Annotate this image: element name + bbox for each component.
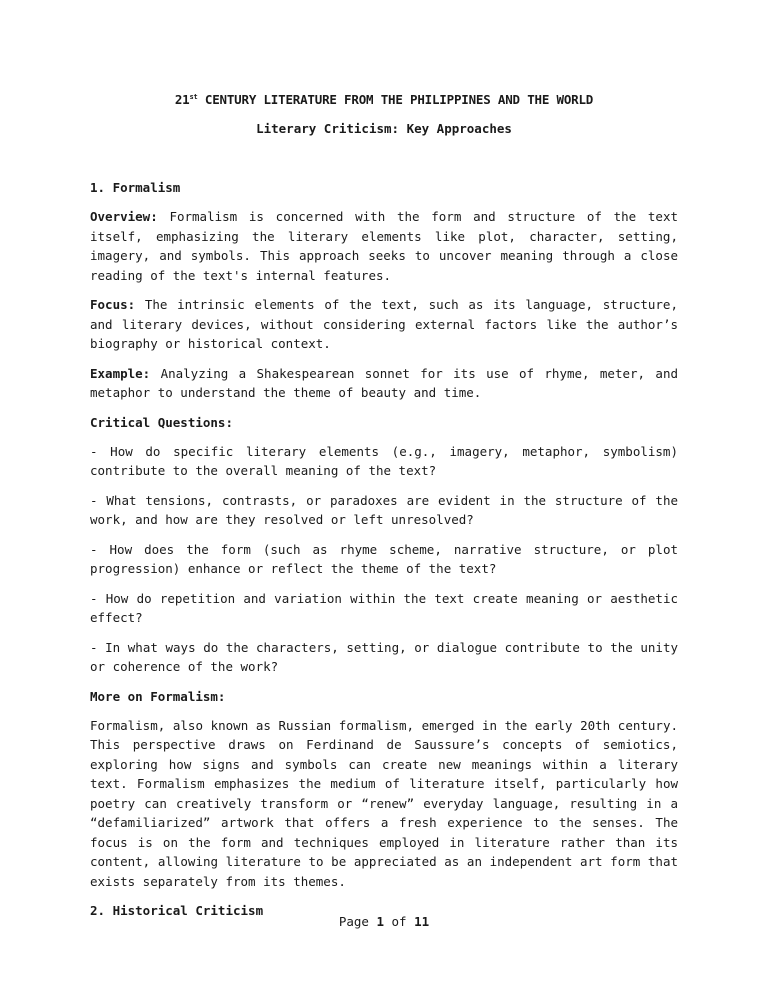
example-text: Analyzing a Shakespearean sonnet for its use of rhyme, meter, and metaphor to understand the theme of beauty and time.: [90, 365, 678, 400]
question-item: - How do specific literary elements (e.g., imagery, metaphor, symbolism) contribute to the overall meaning of the text?: [90, 443, 678, 478]
focus-text: The intrinsic elements of the text, such as its language, structure, and literary devices, without considering external factors like the author’s biography or historical context.: [90, 297, 678, 351]
document-subtitle: Literary Criticism: Key Approaches: [256, 121, 512, 136]
footer-page-word: Page: [338, 914, 377, 929]
example-paragraph: [90, 364, 678, 403]
focus-paragraph: [90, 295, 678, 354]
question-item: - How do repetition and variation within the text create meaning or aesthetic effect?: [90, 590, 678, 625]
section-heading-historical-criticism: 2. Historical Criticism: [90, 903, 264, 918]
example-label: Example:: [90, 365, 151, 381]
footer-page-current: 1: [376, 914, 384, 929]
footer-of-word: of: [384, 914, 415, 929]
overview-paragraph: [90, 207, 678, 285]
more-on-formalism-heading: More on Formalism:: [90, 688, 226, 704]
question-item: - How does the form (such as rhyme scheme, narrative structure, or plot progression) enhance or reflect the theme of the text?: [90, 541, 678, 576]
page-footer: [0, 914, 768, 929]
title-prefix: 21: [174, 92, 190, 107]
document-title: [0, 92, 768, 107]
overview-text: Formalism is concerned with the form and structure of the text itself, emphasizing the literary elements like plot, character, setting, imagery, and symbols. This approach seeks to uncover meaning through a close reading of the text's internal features.: [90, 209, 678, 283]
overview-label: Overview:: [90, 209, 158, 224]
title-superscript: st: [189, 93, 198, 101]
section-heading-formalism: 1. Formalism: [90, 180, 181, 195]
focus-label: Focus:: [90, 297, 136, 312]
more-on-formalism-paragraph: Formalism, also known as Russian formalism, emerged in the early 20th century. This perspective draws on Ferdinand de Saussure’s concepts of semiotics, exploring how signs and symbols can create new meanings within a literary text. Formalism emphasizes the medium of literature itself, particularly how poetry can creatively transform or “renew” everyday language, resulting in a “defamiliarized” artwork that offers a fresh experience to the senses. The focus is on the form and techniques employed in literature rather than its content, allowing literature to be appreciated as an independent art form that exists separately from its themes.: [90, 717, 678, 889]
footer-page-total: 11: [414, 914, 430, 929]
title-rest: CENTURY LITERATURE FROM THE PHILIPPINES AND THE WORLD: [197, 92, 594, 107]
question-item: - What tensions, contrasts, or paradoxes are evident in the structure of the work, and how are they resolved or left unresolved?: [90, 492, 678, 527]
question-item: - In what ways do the characters, setting, or dialogue contribute to the unity or coherence of the work?: [90, 639, 678, 674]
critical-questions-heading: Critical Questions:: [90, 414, 233, 430]
document-body: [90, 178, 678, 930]
